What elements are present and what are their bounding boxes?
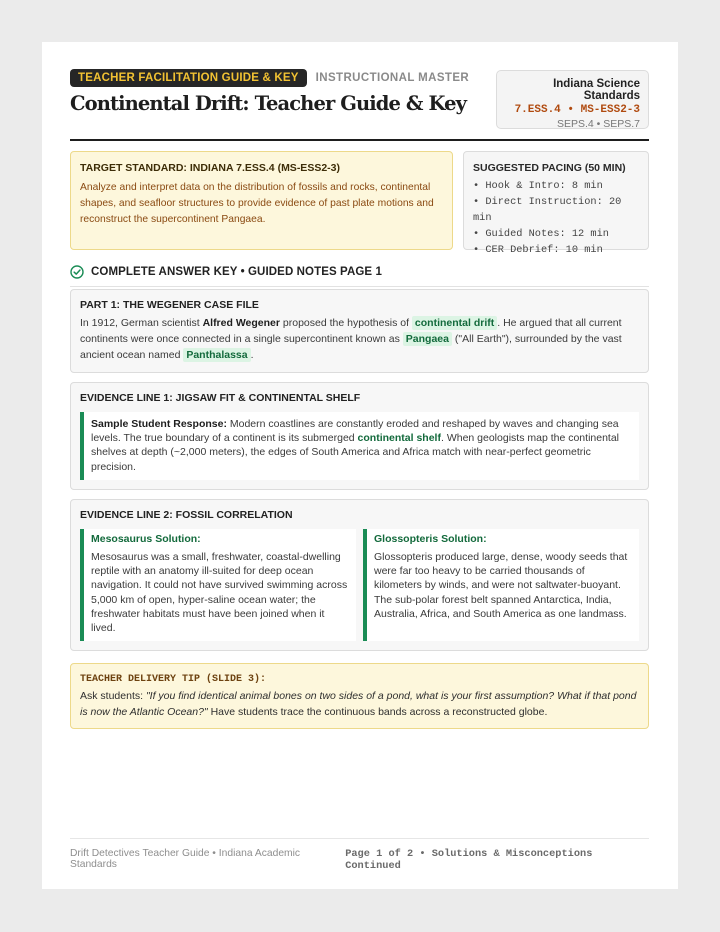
footer-left: Drift Detectives Teacher Guide • Indiana Academic Standards (70, 848, 301, 870)
tip-text-segment: Have students trace the continuous bands across a reconstructed globe. (207, 706, 548, 718)
mesosaurus-solution (80, 529, 356, 641)
title-divider (70, 139, 649, 141)
page-footer (70, 838, 649, 872)
document-page (42, 42, 678, 889)
pacing-item: • CER Debrief: 10 min (473, 244, 603, 256)
tip-quote: "If you find identical animal bones on two sides of a pond, what is your first assumption? What if that pond is now the Atlantic Ocean?" (80, 690, 637, 718)
header-tag-row (70, 69, 469, 87)
glossopteris-text: Glossopteris produced large, dense, woody seeds that were far too heavy to be carried thousands of kilometers by winds, and were not saltwater-buoyant. The sub-polar forest belt spanned Antarctica, India, Australia, Africa, and South America as one landmass. (374, 551, 628, 620)
pacing-item: • Direct Instruction: 20 min (473, 196, 622, 224)
evidence1-heading: EVIDENCE LINE 1: JIGSAW FIT & CONTINENTAL SHELF (80, 392, 361, 404)
page-title: Continental Drift: Teacher Guide & Key (70, 92, 467, 115)
footer-right: Page 1 of 2 • Solutions & Misconceptions Continued (345, 848, 593, 872)
target-standard-text: Analyze and interpret data on the distribution of fossils and rocks, continental shapes, and seafloor structures to provide evidence of past plate motions and reconstruct the supercontinent Pangaea. (80, 182, 434, 225)
fossil-columns (80, 529, 639, 641)
answer-panthalassa: Panthalassa (183, 348, 250, 362)
glossopteris-solution (363, 529, 639, 641)
tip-text-segment: Ask students: (80, 690, 146, 702)
answer-continental-drift: continental drift (412, 316, 497, 330)
pacing-heading: SUGGESTED PACING (50 MIN) (473, 162, 626, 174)
part1-text-segment: ("All Earth"), surrounded by the vast ancient ocean named (80, 333, 622, 361)
guide-type-badge: TEACHER FACILITATION GUIDE & KEY (70, 69, 307, 87)
standards-title: Indiana Science Standards (553, 78, 640, 102)
target-standard-box (70, 151, 453, 250)
scientist-name: Alfred Wegener (202, 317, 280, 329)
evidence2-card (70, 499, 649, 651)
teacher-tip-heading: TEACHER DELIVERY TIP (SLIDE 3): (80, 674, 267, 685)
answer-key-heading-row (70, 263, 649, 287)
part1-card (70, 289, 649, 373)
mesosaurus-text: Mesosaurus was a small, freshwater, coastal-dwelling reptile with an anatomy ill-suited for deep ocean navigation. It could not have survived swimming across 5,000 km of open, hyper-saline ocean water; the freshwater habitats must have been joined when it lived. (91, 551, 348, 635)
term-continental-shelf: continental shelf (357, 432, 441, 445)
pacing-item: • Guided Notes: 12 min (473, 228, 609, 240)
teacher-tip-text (80, 688, 639, 720)
teacher-tip-box (70, 663, 649, 729)
mesosaurus-heading: Mesosaurus Solution: (91, 533, 201, 545)
evidence1-text-segment: . When geologists map the continental shelves at depth (~2,000 meters), the edges of South America and Africa match with near-perfect geometric precision. (91, 432, 620, 473)
standards-box (496, 70, 649, 129)
part1-text-segment: . (250, 349, 254, 361)
pacing-list (473, 178, 639, 258)
pacing-box (463, 151, 649, 256)
glossopteris-heading: Glossopteris Solution: (374, 533, 487, 545)
answer-pangaea: Pangaea (403, 332, 452, 346)
evidence1-text-segment: Modern coastlines are constantly eroded and reshaped by waves and changing sea levels. The true boundary of a continent is its submerged (91, 418, 619, 445)
answer-key-heading: COMPLETE ANSWER KEY • GUIDED NOTES PAGE 1 (91, 266, 382, 278)
part1-text-segment: In 1912, German scientist (80, 317, 203, 329)
pacing-item: • Hook & Intro: 8 min (473, 180, 603, 192)
evidence2-heading: EVIDENCE LINE 2: FOSSIL CORRELATION (80, 509, 293, 521)
evidence1-card (70, 382, 649, 490)
instructional-master-label: INSTRUCTIONAL MASTER (315, 72, 470, 84)
target-standard-heading: TARGET STANDARD: INDIANA 7.ESS.4 (MS-ESS2-3) (80, 162, 340, 174)
standards-codes: 7.ESS.4 • MS-ESS2-3 (514, 104, 640, 116)
check-circle-icon (70, 265, 84, 279)
part1-heading: PART 1: THE WEGENER CASE FILE (80, 299, 259, 311)
part1-text-segment: . He argued that all current continents were once connected in a single supercontinent known as (80, 317, 622, 345)
part1-text-segment: proposed the hypothesis of (279, 317, 412, 329)
standards-seps: SEPS.4 • SEPS.7 (556, 118, 640, 130)
sample-response-label: Sample Student Response: (91, 418, 227, 430)
evidence1-sample-response (80, 412, 639, 480)
part1-text (80, 315, 639, 363)
